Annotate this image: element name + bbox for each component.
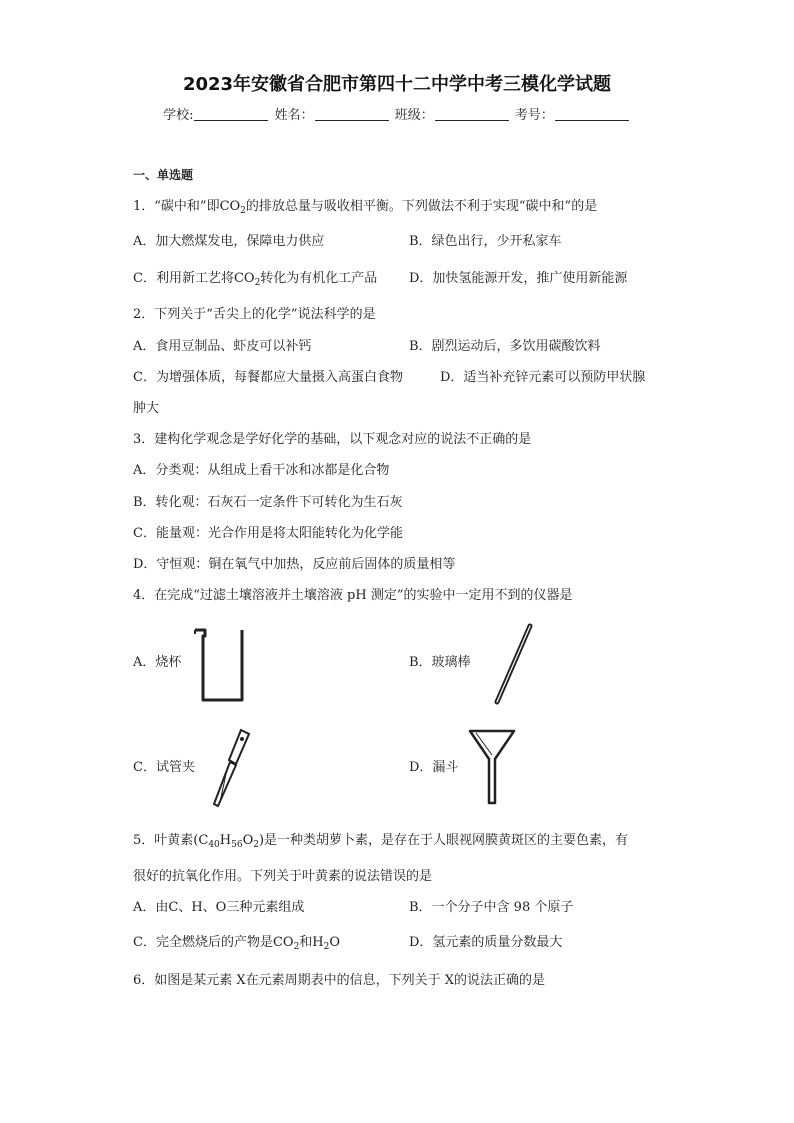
q1-option-c-part: 转化为有机化工产品	[260, 271, 378, 286]
student-info-row	[0, 104, 794, 123]
q5-option-c-part: 和H	[299, 935, 324, 950]
q4-option-c[interactable]: C．试管夹	[133, 760, 195, 775]
funnel-image	[467, 727, 517, 807]
q2-option-d-continued: 肿大	[133, 401, 160, 416]
q1-stem-part: 的排放总量与吸收相平衡。下列做法不利于实现“碳中和”的是	[245, 199, 598, 214]
formula-element: O	[242, 833, 254, 848]
q2-option-c[interactable]: C．为增强体质，每餐都应大量摄入高蛋白食物	[133, 370, 403, 385]
q2-option-d[interactable]: D．适当补充锌元素可以预防甲状腺	[440, 370, 646, 385]
q5-option-c-part: O	[329, 935, 341, 950]
q5-formula	[193, 833, 264, 848]
beaker-image	[192, 626, 248, 704]
test-tube-holder-image	[208, 726, 256, 810]
q2-option-b[interactable]: B．剧烈运动后，多饮用碳酸饮料	[409, 339, 601, 354]
formula-sub: 40	[208, 840, 220, 850]
id-blank[interactable]	[555, 108, 629, 121]
q1-option-a[interactable]: A．加大燃煤发电，保障电力供应	[133, 234, 325, 249]
formula-sub: 56	[231, 840, 243, 850]
id-label: 考号：	[514, 108, 554, 123]
q3-stem: 3．建构化学观念是学好化学的基础，以下观念对应的说法不正确的是	[133, 432, 532, 447]
q3-option-a[interactable]: A．分类观：从组成上看干冰和冰都是化合物	[133, 463, 390, 478]
class-blank[interactable]	[435, 108, 509, 121]
q5-option-c-sub: 2	[323, 942, 330, 952]
q5-option-a[interactable]: A．由C、H、O三种元素组成	[133, 900, 305, 915]
q1-option-c-part: C．利用新工艺将CO	[133, 271, 255, 286]
q5-stem-part: 是一种类胡萝卜素，是存在于人眼视网膜黄斑区的主要色素，有	[264, 833, 629, 848]
formula-element: C	[198, 833, 209, 848]
formula-paren: (	[193, 833, 199, 848]
name-blank[interactable]	[315, 108, 389, 121]
q4-option-a[interactable]: A．烧杯	[133, 655, 182, 670]
formula-sub: 2	[253, 840, 259, 850]
page-title: 2023年安徽省合肥市第四十二中学中考三模化学试题	[182, 74, 612, 95]
q2-stem: 2．下列关于“舌尖上的化学”说法科学的是	[133, 307, 376, 322]
name-label: 姓名：	[274, 108, 314, 123]
q5-option-d[interactable]: D．氢元素的质量分数最大	[409, 935, 563, 950]
q5-stem	[133, 832, 628, 850]
q3-option-d[interactable]: D．守恒观：铜在氧气中加热，反应前后固体的质量相等	[133, 557, 456, 572]
q1-stem	[133, 198, 597, 216]
q4-option-b[interactable]: B．玻璃棒	[409, 655, 471, 670]
q3-option-b[interactable]: B．转化观：石灰石一定条件下可转化为生石灰	[133, 495, 403, 510]
q5-stem-continued: 很好的抗氧化作用。下列关于叶黄素的说法错误的是	[133, 869, 433, 884]
q5-stem-part: 5．叶黄素	[133, 833, 194, 848]
school-blank[interactable]	[194, 108, 268, 121]
formula-paren: )	[258, 833, 265, 848]
q1-option-c-sub: 2	[254, 278, 261, 288]
school-label: 学校:	[163, 108, 194, 123]
q1-stem-part: 1．“碳中和”即CO	[133, 199, 241, 214]
q3-option-c[interactable]: C．能量观：光合作用是将太阳能转化为化学能	[133, 526, 403, 541]
formula-element: H	[219, 833, 232, 848]
q6-stem: 6．如图是某元素 X在元素周期表中的信息，下列关于 X的说法正确的是	[133, 973, 546, 988]
q1-stem-sub: 2	[240, 206, 246, 216]
q4-stem: 4．在完成“过滤土壤溶液并土壤溶液 pH 测定”的实验中一定用不到的仪器是	[133, 588, 573, 603]
q5-option-c[interactable]	[133, 934, 340, 952]
class-label: 班级：	[394, 108, 434, 123]
section-title: 一、单选题	[133, 168, 194, 182]
q5-option-c-part: C．完全燃烧后的产物是CO	[133, 935, 294, 950]
q1-option-c[interactable]	[133, 270, 377, 288]
q5-option-c-sub: 2	[293, 942, 300, 952]
q5-option-b[interactable]: B．一个分子中含 98 个原子	[409, 900, 574, 915]
glass-rod-image	[488, 622, 538, 706]
q4-option-d[interactable]: D．漏斗	[409, 760, 459, 775]
q1-option-b[interactable]: B．绿色出行，少开私家车	[409, 234, 562, 249]
q1-option-d[interactable]: D．加快氢能源开发，推广使用新能源	[409, 271, 628, 286]
q2-option-a[interactable]: A．食用豆制品、虾皮可以补钙	[133, 339, 312, 354]
